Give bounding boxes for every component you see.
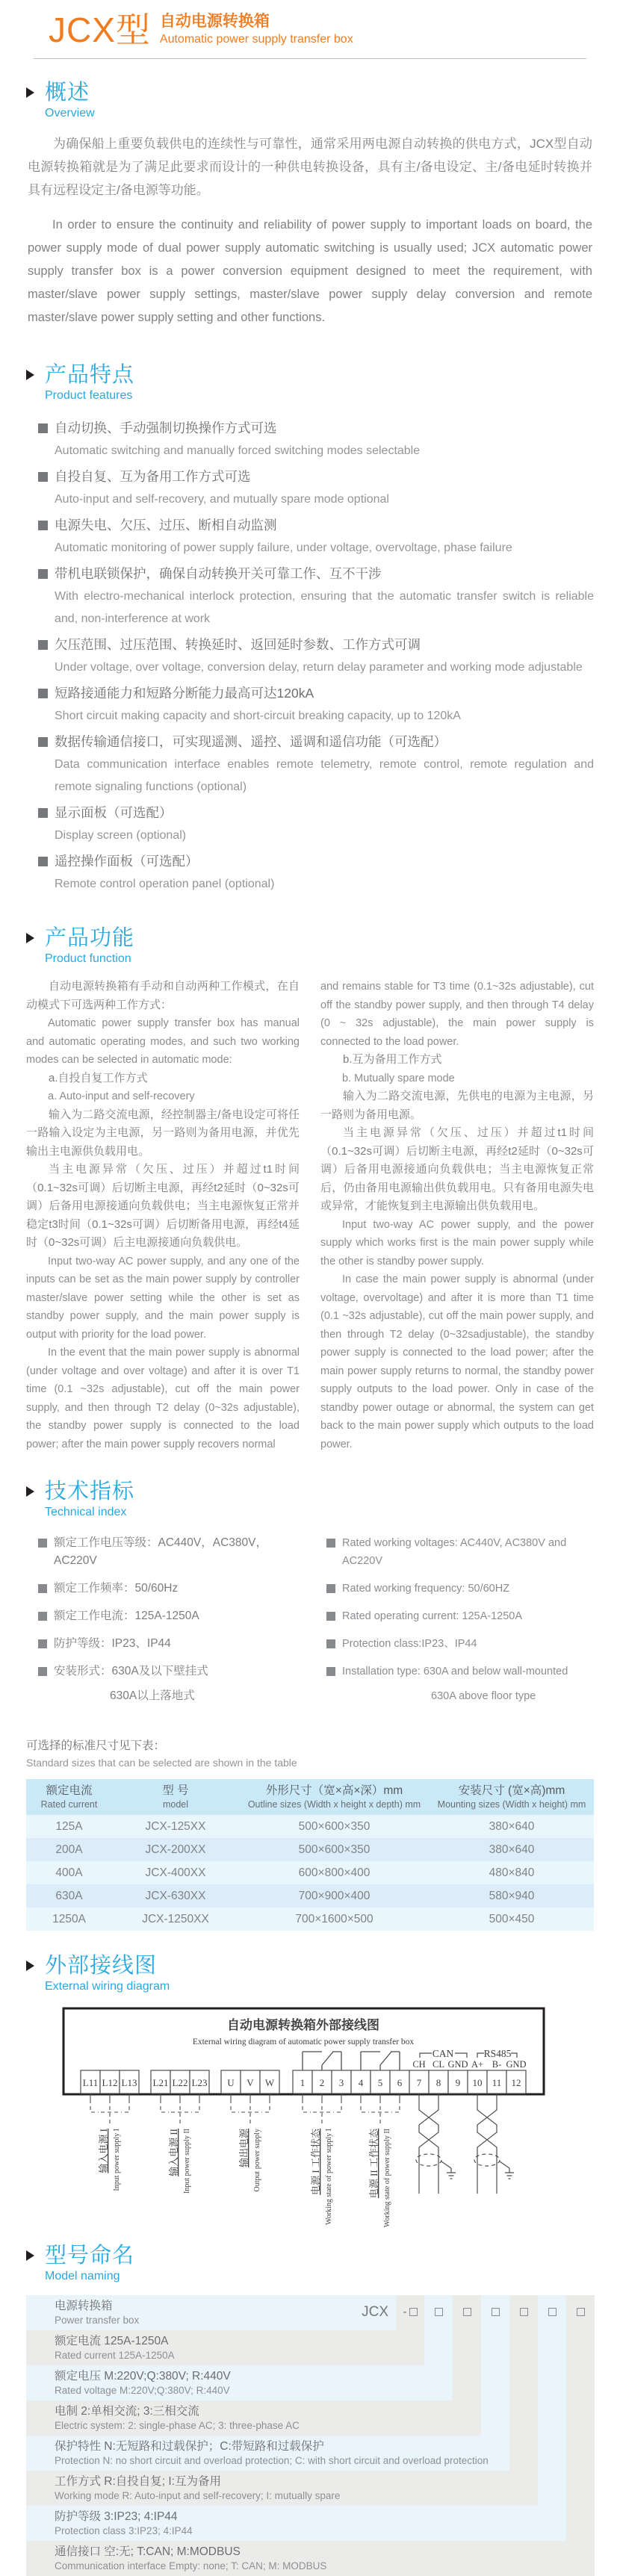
- bullet-square-icon: [38, 808, 48, 818]
- section-title-zh: 技术指标: [45, 1480, 135, 1503]
- spec-text: 防护等级：IP23、IP44: [54, 1637, 171, 1650]
- function-paragraph: a. Auto-input and self-recovery: [48, 1090, 195, 1102]
- cell-model: JCX-630XX: [112, 1884, 239, 1908]
- feature-text-zh: 欠压范围、过压范围、转换延时、返回延时参数、工作方式可调: [55, 637, 421, 652]
- doc-header: [26, 0, 594, 49]
- header-zh: 型 号: [162, 1784, 189, 1797]
- table-header-cell: [112, 1779, 239, 1815]
- bullet-square-icon: [38, 640, 48, 650]
- header-zh: 外形尺寸（宽×高×深）mm: [265, 1784, 403, 1797]
- bullet-square-icon: [38, 689, 48, 698]
- svg-text:Working state of power supply: Working state of power supply I: [325, 2129, 333, 2225]
- svg-text:L23: L23: [191, 2077, 208, 2088]
- table-row: [26, 1815, 594, 1838]
- naming-column: [566, 2295, 595, 2576]
- section-title-en: Model naming: [45, 2270, 120, 2282]
- group-labels: [98, 2128, 391, 2227]
- spec-text: Rated operating current: 125A-1250A: [342, 1610, 523, 1622]
- section-title-zh: 产品功能: [45, 926, 135, 950]
- code-box-icon: [463, 2308, 471, 2316]
- naming-row: [26, 2541, 594, 2576]
- table-row: [26, 1908, 594, 1931]
- naming-row-zh: 电源转换箱: [55, 2299, 113, 2312]
- section-marker-icon: [26, 1961, 34, 1971]
- spec-columns: [26, 1534, 594, 1715]
- function-paragraph: Input two-way AC power supply, and any one of the inputs can be set as the main power supply by controller master/slave power setting while the other is set as standby power supply, and the main power supply is output with priority for the load power.: [26, 1255, 300, 1341]
- function-columns: [26, 978, 594, 1453]
- svg-text:GND: GND: [447, 2059, 468, 2070]
- function-paragraph: In case the main power supply is abnormal (under voltage, overvoltage) and after it is more than T1 time (0.1 ~32s adjustable), cut off the main power supply, and then through T2 delay (0~32sadjustable), the standby power supply is connected to the load power; after the main power supply returns to normal, the standby power supply outputs to the load power. Only in case of the standby power outage or abnormal, the system can get back to the main power supply which outputs to the load power.: [320, 1273, 594, 1450]
- doc-title-en: Automatic power supply transfer box: [159, 33, 353, 46]
- cell-rated-current: 1250A: [26, 1908, 112, 1931]
- code-box-icon: [548, 2308, 557, 2316]
- terminal-labels: [83, 2077, 521, 2088]
- naming-column: [538, 2295, 566, 2541]
- function-paragraph: In the event that the main power supply is abnormal (under voltage and over voltage) and after it is over T1 time (0.1 ~32s adjustable), cut off the main power supply, and then through T2 delay (0~32s adjustable), the standby power supply is connected to the load power; after the main power supply recovers normal: [26, 1347, 300, 1450]
- product-code: JCX型: [49, 10, 151, 49]
- svg-text:6: 6: [397, 2077, 403, 2088]
- table-header-cell: [239, 1779, 430, 1815]
- table-row: [26, 1861, 594, 1884]
- cell-model: JCX-125XX: [112, 1815, 239, 1838]
- svg-text:电源 II 工作状态: 电源 II 工作状态: [368, 2129, 379, 2199]
- section-title-zh: 产品特点: [45, 363, 135, 387]
- svg-text:输入电源 II: 输入电源 II: [168, 2129, 179, 2176]
- code-box-icon: [409, 2308, 418, 2316]
- table-intro-zh: 可选择的标准尺寸见下表：: [26, 1739, 166, 1752]
- cell-mounting-size: 580×940: [430, 1884, 594, 1908]
- section-marker-icon: [26, 933, 34, 943]
- svg-text:L12: L12: [102, 2077, 118, 2088]
- bullet-square-icon: [38, 521, 48, 530]
- naming-row-en: Protection N: no short circuit and overload protection; C: with short circuit and overload protection: [55, 2454, 489, 2466]
- naming-row-zh: 工作方式 R:自投自复; I:互为备用: [55, 2474, 222, 2488]
- naming-row-en: Working mode R: Auto-input and self-recovery; I: mutually spare: [55, 2489, 341, 2501]
- table-header-cell: [26, 1779, 112, 1815]
- bullet-square-icon: [326, 1612, 335, 1621]
- function-paragraph: 当主电源异常（欠压、过压）并超过t1时间（0.1~32s可调）后切断主电源，再经t2延时（0~32s可调）后备用电源接通向负载供电；当主电源恢复正常后，仍由备用电源输出供负载用电。只有备用电源失电或异常，才能恢复到主电源输出供负载用电。: [320, 1126, 594, 1212]
- table-row: [26, 1838, 594, 1861]
- model-naming-diagram: [26, 2295, 594, 2576]
- spec-item: [326, 1607, 594, 1625]
- bullet-square-icon: [38, 472, 48, 482]
- function-paragraph: 自动电源转换箱有手动和自动两种工作模式，在自动模式下可选两种工作方式：: [26, 980, 300, 1011]
- code-box-icon: [492, 2308, 500, 2316]
- feature-text-en: Short circuit making capacity and short-circuit breaking capacity, up to 120kA: [55, 710, 461, 722]
- spec-text: 额定工作电压等级：AC440V，AC380V，AC220V: [54, 1536, 267, 1567]
- function-paragraph: 输入为二路交流电源，经控制器主/备电设定可将任一路输入设定为主电源，另一路则为备用电源，并优先输出主电源供负载用电。: [26, 1108, 300, 1158]
- function-paragraph: b. Mutually spare mode: [342, 1072, 455, 1084]
- doc-title-block: [160, 10, 353, 48]
- naming-row: [26, 2471, 538, 2506]
- doc-title-zh: 自动电源转换箱: [159, 13, 270, 30]
- bullet-square-icon: [38, 1584, 47, 1593]
- feature-item: [38, 730, 594, 798]
- bullet-square-icon: [38, 569, 48, 579]
- svg-text:9: 9: [455, 2077, 461, 2088]
- feature-text-en: Remote control operation panel (optional): [55, 878, 275, 890]
- table-header-row: [26, 1779, 594, 1815]
- feature-text-en: Data communication interface enables remote telemetry, remote control, remote regulation and remote signaling functions (optional): [55, 758, 594, 793]
- function-column-right: [320, 978, 594, 1453]
- feature-text-en: Automatic monitoring of power supply failure, under voltage, overvoltage, phase failure: [55, 541, 512, 554]
- naming-row-zh: 电制 2:单相交流; 3:三相交流: [55, 2404, 199, 2418]
- cell-rated-current: 125A: [26, 1815, 112, 1838]
- feature-item: [38, 681, 594, 727]
- svg-text:3: 3: [338, 2077, 344, 2088]
- naming-row: [26, 2400, 481, 2436]
- naming-row-zh: 额定电流 125A-1250A: [55, 2334, 169, 2347]
- svg-text:V: V: [247, 2077, 254, 2088]
- section-title-en: Product features: [45, 389, 133, 402]
- relay-switch-icon: [303, 2052, 400, 2070]
- naming-row-en: Rated voltage M:220V;Q:380V; R:440V: [55, 2384, 230, 2396]
- svg-text:U: U: [227, 2077, 235, 2088]
- naming-row-en: Power transfer box: [55, 2314, 140, 2326]
- spec-column-zh: [38, 1534, 306, 1715]
- terminal-stubs: [90, 2094, 400, 2103]
- spec-text: Rated working voltages: AC440V, AC380V and AC220V: [342, 1537, 567, 1567]
- cell-mounting-size: 380×640: [430, 1815, 594, 1838]
- section-title-en: Technical index: [45, 1506, 127, 1518]
- svg-text:L13: L13: [121, 2077, 137, 2088]
- header-divider: [34, 58, 586, 59]
- diagram-title-en: External wiring diagram of automatic power supply transfer box: [192, 2037, 415, 2046]
- feature-item: [38, 801, 594, 847]
- bullet-square-icon: [38, 1539, 47, 1548]
- function-paragraph: and remains stable for T3 time (0.1~32s adjustable), cut off the standby power supply, and then through T4 delay (0 ~ 32s adjustable), the main power supply is connected to the load power.: [320, 981, 594, 1048]
- bullet-square-icon: [38, 737, 48, 747]
- svg-text:4: 4: [358, 2077, 364, 2088]
- header-zh: 安装尺寸 (宽×高)mm: [458, 1784, 565, 1797]
- naming-row: [26, 2506, 566, 2541]
- spec-item: [326, 1635, 594, 1653]
- bullet-square-icon: [326, 1584, 335, 1593]
- spec-item: [38, 1607, 306, 1625]
- svg-text:输入电源 I: 输入电源 I: [98, 2129, 109, 2173]
- cell-outline-size: 500×600×350: [239, 1838, 430, 1861]
- svg-text:CH: CH: [412, 2059, 426, 2070]
- feature-text-zh: 带机电联锁保护，确保自动转换开关可靠工作、互不干涉: [55, 566, 382, 581]
- section-features-header: [26, 362, 594, 404]
- code-dash: -: [403, 2306, 407, 2318]
- bullet-square-icon: [326, 1667, 335, 1676]
- feature-text-en: Auto-input and self-recovery, and mutually spare mode optional: [55, 493, 389, 506]
- spec-text: Protection class:IP23、IP44: [342, 1638, 477, 1650]
- twisted-pair-icon: [416, 2094, 451, 2194]
- svg-text:GND: GND: [506, 2059, 527, 2070]
- naming-row: [26, 2365, 453, 2400]
- naming-row-en: Protection class 3:IP23; 4:IP44: [55, 2524, 193, 2536]
- bullet-square-icon: [326, 1639, 335, 1648]
- feature-text-zh: 自动切换、手动强制切换操作方式可选: [55, 420, 277, 435]
- feature-text-zh: 遥控操作面板（可选配）: [55, 854, 199, 869]
- diagram-title-zh: 自动电源转换箱外部接线图: [227, 2018, 379, 2032]
- twisted-pair-icon: [474, 2094, 509, 2194]
- section-marker-icon: [26, 370, 34, 380]
- svg-text:CL: CL: [433, 2059, 444, 2070]
- svg-text:7: 7: [416, 2077, 422, 2088]
- naming-row-zh: 额定电压 M:220V;Q:380V; R:440V: [55, 2369, 231, 2383]
- feature-text-en: Automatic switching and manually forced switching modes selectable: [55, 444, 421, 457]
- naming-row-en: Electric system: 2: single-phase AC; 3: three-phase AC: [55, 2419, 300, 2431]
- code-box-icon: [435, 2308, 443, 2316]
- cell-model: JCX-1250XX: [112, 1908, 239, 1931]
- cell-rated-current: 400A: [26, 1861, 112, 1884]
- cell-model: JCX-400XX: [112, 1861, 239, 1884]
- feature-text-zh: 电源失电、欠压、过压、断相自动监测: [55, 518, 277, 533]
- section-title-en: External wiring diagram: [45, 1980, 170, 1993]
- spec-item: [326, 1663, 594, 1680]
- header-en: model: [162, 1799, 189, 1810]
- bullet-square-icon: [38, 1639, 47, 1648]
- bullet-square-icon: [38, 423, 48, 433]
- naming-row-en: Rated current 125A-1250A: [55, 2349, 175, 2361]
- table-row: [26, 1884, 594, 1908]
- cell-outline-size: 700×900×400: [239, 1884, 430, 1908]
- feature-text-zh: 自投自复、互为备用工作方式可选: [55, 469, 251, 484]
- section-marker-icon: [26, 87, 34, 98]
- spec-continuation: 630A above floor type: [431, 1690, 536, 1702]
- svg-text:1: 1: [300, 2077, 306, 2088]
- section-function-header: [26, 925, 594, 967]
- cell-mounting-size: 480×840: [430, 1861, 594, 1884]
- feature-item: [38, 416, 594, 462]
- svg-text:L11: L11: [82, 2077, 99, 2088]
- cell-outline-size: 600×800×400: [239, 1861, 430, 1884]
- function-paragraph: Automatic power supply transfer box has manual and automatic operating modes, and such two working modes can be selected in automatic mode:: [26, 1017, 300, 1066]
- function-paragraph: Input two-way AC power supply, and the power supply which works first is the main power supply while the other is standby power supply.: [320, 1218, 594, 1267]
- table-body: [26, 1815, 594, 1931]
- ground-icon: [505, 2168, 514, 2179]
- spec-text: 额定工作电流：125A-1250A: [54, 1610, 199, 1622]
- svg-text:电源 I 工作状态: 电源 I 工作状态: [310, 2129, 321, 2195]
- svg-text:Output power supply: Output power supply: [253, 2129, 261, 2192]
- cell-model: JCX-200XX: [112, 1838, 239, 1861]
- header-zh: 额定电流: [46, 1784, 93, 1797]
- function-paragraph: 输入为二路交流电源，先供电的电源为主电源，另一路则为备用电源。: [320, 1090, 594, 1121]
- spec-item: [38, 1663, 306, 1680]
- bus2-label: RS485: [483, 2048, 512, 2059]
- naming-row: [26, 2295, 396, 2330]
- section-marker-icon: [26, 1486, 34, 1497]
- section-title-zh: 型号命名: [45, 2244, 135, 2268]
- cell-rated-current: 630A: [26, 1884, 112, 1908]
- feature-text-zh: 数据传输通信接口，可实现遥测、遥控、遥调和遥信功能（可选配）: [55, 734, 447, 749]
- table-intro-en: Standard sizes that can be selected are shown in the table: [26, 1757, 297, 1769]
- naming-row: [26, 2330, 424, 2365]
- svg-text:8: 8: [435, 2077, 441, 2088]
- naming-row: [26, 2436, 509, 2471]
- svg-text:12: 12: [511, 2077, 521, 2088]
- section-overview-header: [26, 80, 594, 122]
- function-paragraph: a.自投自复工作方式: [49, 1071, 148, 1084]
- header-en: Outline sizes (Width x height x depth) mm: [247, 1799, 421, 1810]
- svg-text:B-: B-: [492, 2059, 502, 2070]
- spec-continuation: 630A以上落地式: [110, 1689, 195, 1702]
- spec-text: 额定工作频率：50/60Hz: [54, 1582, 179, 1595]
- feature-text-en: Under voltage, over voltage, conversion delay, return delay parameter and working mode adjustable: [55, 661, 583, 674]
- svg-text:Input power supply II: Input power supply II: [183, 2129, 191, 2194]
- feature-item: [38, 465, 594, 511]
- feature-item: [38, 562, 594, 630]
- spec-column-en: [326, 1534, 594, 1715]
- svg-text:W: W: [264, 2077, 275, 2088]
- spec-item: [326, 1580, 594, 1598]
- header-en: Rated current: [40, 1799, 98, 1810]
- svg-text:2: 2: [319, 2077, 325, 2088]
- section-naming-header: [26, 2243, 594, 2285]
- feature-text-zh: 显示面板（可选配）: [55, 805, 173, 820]
- feature-text-en: Display screen (optional): [55, 829, 187, 842]
- header-en: Mounting sizes (Width x height) mm: [437, 1799, 586, 1810]
- svg-text:11: 11: [492, 2077, 502, 2088]
- table-header-cell: [430, 1779, 594, 1815]
- svg-text:Input power supply I: Input power supply I: [113, 2129, 121, 2191]
- wiring-diagram-svg: [26, 2007, 594, 2235]
- cell-rated-current: 200A: [26, 1838, 112, 1861]
- svg-text:A+: A+: [471, 2059, 484, 2070]
- section-specs-header: [26, 1479, 594, 1521]
- spec-text: Rated working frequency: 50/60HZ: [342, 1583, 510, 1595]
- feature-text-en: With electro-mechanical interlock protection, ensuring that the automatic transfer switch is reliable and, non-interference at work: [55, 590, 594, 625]
- cell-outline-size: 700×1600×500: [239, 1908, 430, 1931]
- svg-text:Working state of power supply: Working state of power supply II: [383, 2129, 391, 2228]
- feature-text-zh: 短路接通能力和短路分断能力最高可达120kA: [55, 686, 314, 701]
- function-paragraph: 当主电源异常（欠压、过压）并超过t1时间（0.1~32s可调）后切断主电源，再经t2延时（0~32s可调）后备用电源接通向负载供电；当主电源恢复正常并稳定t3时间（0.1~32s可调）后切断备用电源，再经t4延时（0~32s可调）后主电源接通向负载供电。: [26, 1163, 300, 1249]
- section-wiring-header: [26, 1953, 594, 1995]
- bullet-square-icon: [38, 857, 48, 866]
- spec-item: [38, 1534, 306, 1570]
- feature-item: [38, 633, 594, 679]
- svg-text:L22: L22: [172, 2077, 188, 2088]
- spec-text: 安装形式：630A及以下壁挂式: [54, 1665, 208, 1677]
- naming-row-en: Communication interface Empty: none; T: CAN; M: MODBUS: [55, 2560, 327, 2572]
- wiring-diagram: [26, 2007, 594, 2238]
- naming-row-zh: 防护等级 3:IP23; 4:IP44: [55, 2510, 178, 2523]
- bullet-square-icon: [38, 1612, 47, 1621]
- bus1-label: CAN: [432, 2048, 454, 2059]
- overview-paragraph-en: In order to ensure the continuity and reliability of power supply to important loads on board, the power supply mode of dual power supply automatic switching is usually used; JCX automatic power supply transfer box is a power conversion equipment designed to meet the requirement, with master/slave power supply settings, master/slave power supply delay conversion and remote master/slave power supply setting and other functions.: [28, 218, 592, 324]
- cell-mounting-size: 500×450: [430, 1908, 594, 1931]
- spec-item: [38, 1580, 306, 1598]
- cell-outline-size: 500×600×350: [239, 1815, 430, 1838]
- section-title-zh: 外部接线图: [45, 1954, 158, 1978]
- section-title-zh: 概述: [45, 81, 90, 105]
- spec-text: Installation type: 630A and below wall-mounted: [342, 1666, 568, 1677]
- svg-text:5: 5: [377, 2077, 383, 2088]
- svg-text:L21: L21: [152, 2077, 169, 2088]
- feature-item: [38, 849, 594, 896]
- overview-paragraph-zh: 为确保船上重要负载供电的连续性与可靠性，通常采用两电源自动转换的供电方式，JCX型自动电源转换箱就是为了满足此要求而设计的一种供电转换设备，具有主/备电设定、主/备电延时转换并具有远程设定主/备电源等功能。: [28, 137, 592, 197]
- spec-item: [326, 1534, 594, 1570]
- bus-pin-labels: [412, 2059, 526, 2070]
- svg-text:10: 10: [472, 2077, 483, 2088]
- feature-item: [38, 513, 594, 559]
- ground-icon: [447, 2168, 456, 2179]
- function-paragraph: b.互为备用工作方式: [343, 1053, 442, 1066]
- standard-sizes-table: [26, 1779, 594, 1931]
- naming-code: JCX: [362, 2304, 388, 2320]
- spec-item: [38, 1635, 306, 1653]
- svg-text:输出电源: 输出电源: [238, 2129, 249, 2168]
- section-title-en: Overview: [45, 107, 95, 120]
- function-column-left: [26, 978, 300, 1453]
- code-box-icon: [520, 2308, 528, 2316]
- code-box-icon: [577, 2308, 585, 2316]
- section-marker-icon: [26, 2250, 34, 2261]
- naming-row-zh: 通信接口 空:无; T:CAN; M:MODBUS: [55, 2545, 241, 2558]
- bullet-square-icon: [38, 1667, 47, 1676]
- feature-list: [26, 416, 594, 896]
- group-bracket-icon: [90, 2106, 400, 2125]
- section-title-en: Product function: [45, 952, 131, 965]
- naming-row-zh: 保护特性 N:无短路和过载保护；C:带短路和过载保护: [55, 2439, 324, 2453]
- bullet-square-icon: [326, 1539, 335, 1548]
- cell-mounting-size: 380×640: [430, 1838, 594, 1861]
